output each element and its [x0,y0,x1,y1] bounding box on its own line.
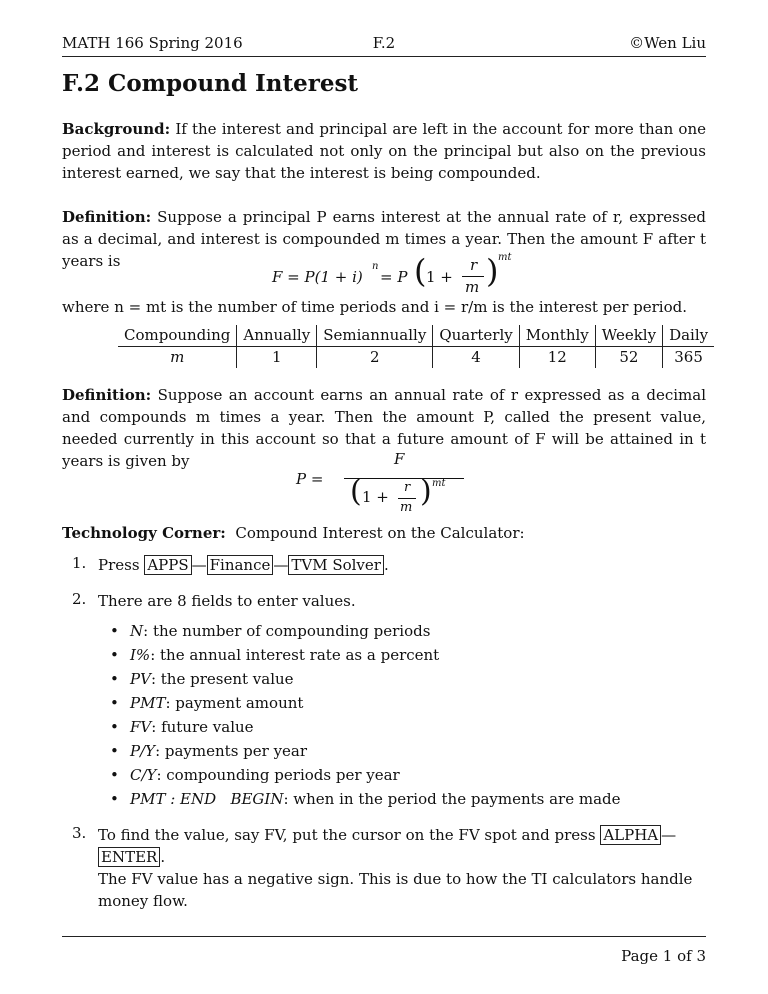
formula-2-r: r [404,480,411,495]
step-1: 1. Press APPS — Finance — TVM Solver . [72,554,389,574]
formula-2-rparen: ) [420,474,432,509]
table-cell: 1 [237,347,317,369]
header-section: F.2 [372,34,396,52]
field-symbol: P/Y [130,742,156,760]
formula-1-exp-n: n [372,261,379,272]
key-alpha: ALPHA [600,825,661,845]
footer-rule [62,936,706,937]
table-row [118,347,714,369]
table-row [118,325,714,347]
formula-1-rparen: ) [486,252,499,290]
table-cell: 12 [519,347,595,369]
where-text: where n = mt is the number of time periods and i = r/m is the interest per period. [62,298,687,316]
table-header-cell: Daily [663,325,715,347]
field-description: : payments per year [155,742,308,760]
compounding-table [118,325,714,368]
header-author: ©Wen Liu [629,34,706,52]
table-header-cell: Semiannually [317,325,433,347]
present-value-formula [296,450,496,522]
formula-2-m: m [400,500,413,515]
definition-1-label: Definition: [62,208,152,226]
background-text: If the interest and principal are left in the account for more than one period and interest is calculated not only on the principal but also on the previous interest earned, we say that the interest is being compounded. [62,120,706,182]
document-page: MATH 166 Spring 2016 F.2 ©Wen Liu F.2 Compound Interest Background: If the interest and principal are left in the account for more than one period and interest is calculated not only on the principal but also on the previous interest earned, we say that the interest is being compounded. Definition: Suppose a principal P earns interest at the annual rate of r, expressed as a decimal, and interest is compounded m times a year. Then the amount F after t years is F = P(1 + i) n = P ( 1 + r m ) mt where n = mt is the number of time periods and i = r/m is the interest per period. Compounding Annually Semiannually Quarterly Monthly Weekly Daily m 1 2 4 12 52 365 Definition: Suppose an account earns an annual rate of r expressed as a decimal and compounds m times a year. Then the amount P, called the present value, needed currently in this account so that a future amount of F will be attained in t years is given by P = F ( 1 + r m ) mt Technology Corner: Compound Interest on the Calculator: 1. Press APPS — Finance — TVM Solver . 2. There are 8 fields to enter values. • N: the number of compounding periods • I%: the annual interest rate as a percent • PV: the present value • PMT: payment amount • FV: future value • P/Y: payments per year • C/Y: compounding periods per year • PMT : END BEGIN: when in the period the payments are made 3. To find the value, say FV, put the cursor on the FV spot and press ALPHA —ENTER . The FV value has a negative sign. This is due to how the TI calculators handle money flow. Page 1 of 3 [62,0,706,994]
step-2-text: There are 8 fields to enter values. [98,592,356,610]
field-description: : future value [151,718,254,736]
header-course: MATH 166 Spring 2016 [62,34,243,52]
key-finance: Finance [207,555,274,575]
field-symbol: FV [130,718,152,736]
table-header-cell: Annually [237,325,317,347]
definition-2-text: Suppose an account earns an annual rate of r expressed as a decimal and compounds m times a year. Then the amount P, called the present value, needed currently in this account so that a future amount of F will be attained in t years is given by [62,386,706,470]
compound-interest-formula [272,252,572,296]
field-symbol: I% [130,646,151,664]
step-3-end: . [160,848,166,866]
key-tvm-solver: TVM Solver [288,555,384,575]
formula-2-fraction-bar [344,478,464,479]
formula-1-mid: = P [380,268,408,286]
formula-2-num: F [394,450,405,468]
field-description: : the annual interest rate as a percent [150,646,440,664]
formula-2-one: 1 + [362,488,389,506]
formula-2-lhs: P = [296,470,324,488]
step-3-line-2: The FV value has a negative sign. This is due to how the TI calculators handle money flow. [98,870,693,910]
section-title: F.2 Compound Interest [62,70,359,97]
background-paragraph [62,118,706,184]
header-rule [62,56,706,57]
table-header-cell: Weekly [595,325,662,347]
field-description: : payment amount [165,694,304,712]
table-cell: 365 [663,347,715,369]
page-header [62,34,706,54]
definition-2-label: Definition: [62,386,152,404]
field-symbol: PMT [130,694,166,712]
step-1-end: . [383,556,389,574]
formula-2-exp: mt [432,478,446,489]
key-enter: ENTER [98,847,160,867]
table-cell: m [170,348,185,366]
field-description: : the number of compounding periods [143,622,431,640]
field-description: : the present value [150,670,294,688]
step-number: 2. [72,590,87,608]
formula-1-lparen: ( [414,252,427,290]
formula-2-lparen: ( [350,474,362,509]
formula-1-exp-mt: mt [498,252,512,263]
step-number: 1. [72,554,87,572]
formula-1-lhs: F = P(1 + i) [272,268,363,286]
field-description: : compounding periods per year [156,766,400,784]
tech-label: Technology Corner: [62,524,226,542]
field-symbol: C/Y [130,766,157,784]
key-apps: APPS [144,555,191,575]
formula-1-num: r [470,256,478,274]
tech-text: Compound Interest on the Calculator: [235,524,525,542]
formula-1-fraction-bar [462,276,484,277]
table-cell: 52 [595,347,662,369]
field-symbol: PV [130,670,151,688]
definition-1-text: Suppose a principal P earns interest at the annual rate of r, expressed as a decimal, and interest is compounded m times a year. Then the amount F after t years is [62,208,706,270]
step-3-text: To find the value, say FV, put the cursor on the FV spot and press [98,826,601,844]
step-2 [62,590,706,614]
page-number: Page 1 of 3 [621,947,706,965]
field-symbol: N [130,622,144,640]
step-1-text: Press [98,556,145,574]
formula-2-inner-bar [398,498,416,499]
field-symbol: PMT : END BEGIN [130,790,284,808]
table-header-cell: Compounding [118,325,237,347]
formula-1-one: 1 + [426,268,453,286]
background-label: Background: [62,120,171,138]
table-header-cell: Quarterly [433,325,519,347]
field-description: : when in the period the payments are made [283,790,621,808]
table-cell: 2 [317,347,433,369]
table-cell: 4 [433,347,519,369]
where-paragraph [62,296,706,318]
table-header-cell: Monthly [519,325,595,347]
formula-1-den: m [465,278,480,296]
technology-corner [62,522,706,544]
step-number: 3. [72,824,87,842]
step-3: 3. To find the value, say FV, put the cursor on the FV spot and press ALPHA —ENTER . The FV value has a negative sign. This is due to how the TI calculators handle money flow. [72,824,693,910]
